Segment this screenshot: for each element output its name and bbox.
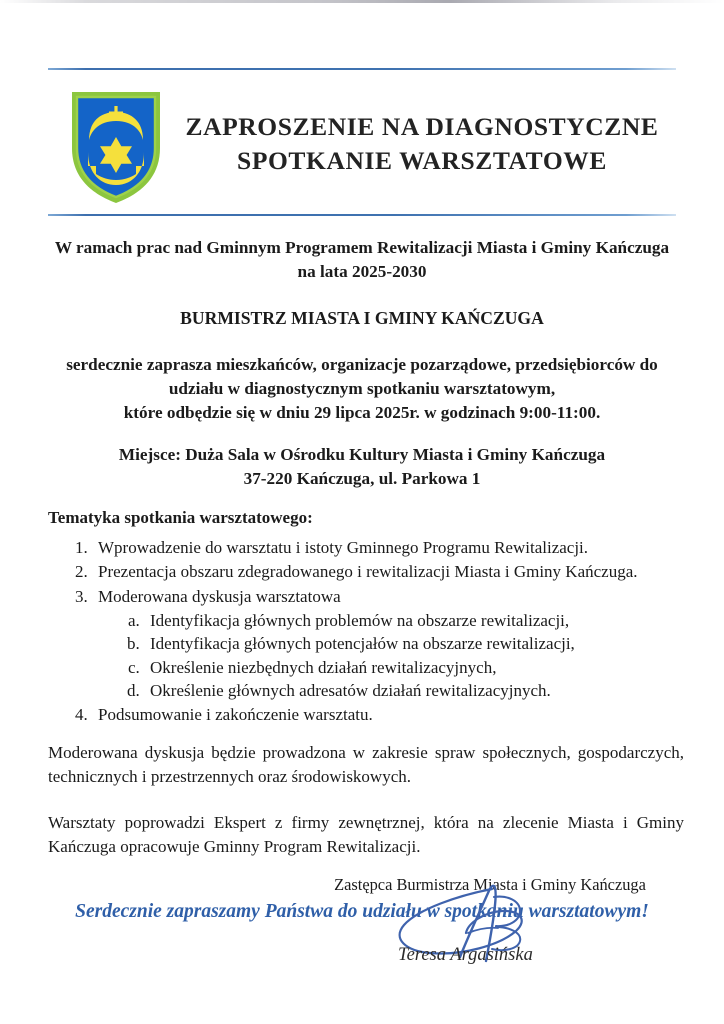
document-header <box>48 80 676 208</box>
list-item <box>92 585 724 702</box>
venue-line-2: 37-220 Kańczuga, ul. Parkowa 1 <box>243 469 481 489</box>
header-bottom-rule <box>48 214 676 216</box>
venue-line-1: Miejsce: Duża Sala w Ośrodku Kultury Miasta i Gminy Kańczuga <box>118 445 606 465</box>
title-line-2: SPOTKANIE WARSZTATOWE <box>237 146 607 175</box>
agenda-item-text: Moderowana dyskusja warsztatowa <box>98 586 341 606</box>
scope-paragraph: Moderowana dyskusja będzie prowadzona w zakresie spraw społecznych, gospodarczych, technicznych i przestrzennych oraz środowiskowych. <box>48 743 684 787</box>
kanczuga-coat-of-arms-icon <box>64 82 168 206</box>
signature-block <box>300 874 680 965</box>
invitation-line-1: serdecznie zaprasza mieszkańców, organizacje pozarządowe, przedsiębiorców do <box>66 354 658 374</box>
signature-name: Teresa Argasińska <box>398 945 533 966</box>
agenda-sublist <box>98 609 724 702</box>
list-item <box>92 560 724 583</box>
list-item <box>144 632 724 655</box>
list-item <box>144 656 724 679</box>
list-item <box>92 703 724 726</box>
expert-paragraph: Warsztaty poprowadzi Ekspert z firmy zewnętrznej, która na zlecenie Miasta i Gminy Kańczuga opracowuje Gminny Program Rewitalizacji. <box>48 812 684 856</box>
scan-edge <box>0 0 724 3</box>
document-title <box>168 110 676 178</box>
signature-title: Zastępca Burmistrza Miasta i Gminy Kańczuga <box>334 875 646 894</box>
document-body <box>0 236 724 924</box>
agenda-subitem-text: Określenie głównych adresatów działań rewitalizacyjnych. <box>150 680 551 700</box>
agenda-subitem-text: Określenie niezbędnych działań rewitalizacyjnych, <box>150 657 497 677</box>
header-top-rule <box>48 68 676 70</box>
invitation-line-2: udziału w diagnostycznym spotkaniu warsztatowym, <box>168 378 556 398</box>
title-line-1: ZAPROSZENIE NA DIAGNOSTYCZNE <box>185 112 659 142</box>
agenda-list <box>0 536 724 726</box>
agenda-item-text: Prezentacja obszaru zdegradowanego i rewitalizacji Miasta i Gminy Kańczuga. <box>98 562 638 582</box>
list-item <box>92 536 724 559</box>
agenda-heading: Tematyka spotkania warsztatowego: <box>48 508 313 528</box>
intro-line-2: na lata 2025-2030 <box>297 262 427 282</box>
list-item <box>144 609 724 632</box>
agenda-item-text: Podsumowanie i zakończenie warsztatu. <box>98 705 373 725</box>
signature-graphic <box>300 895 680 965</box>
agenda-item-text: Wprowadzenie do warsztatu i istoty Gminnego Programu Rewitalizacji. <box>98 538 589 558</box>
closing-invitation: Serdecznie zapraszamy Państwa do udziału w spotkaniu warsztatowym! <box>75 900 649 922</box>
intro-line-1: W ramach prac nad Gminnym Programem Rewitalizacji Miasta i Gminy Kańczuga <box>54 238 670 257</box>
agenda-subitem-text: Identyfikacja głównych potencjałów na obszarze rewitalizacji, <box>150 634 575 654</box>
agenda-subitem-text: Identyfikacja głównych problemów na obszarze rewitalizacji, <box>150 610 570 630</box>
invitation-line-3: które odbędzie się w dniu 29 lipca 2025r. w godzinach 9:00-11:00. <box>123 402 601 422</box>
authority-line: BURMISTRZ MIASTA I GMINY KAŃCZUGA <box>180 308 544 329</box>
list-item <box>144 679 724 702</box>
